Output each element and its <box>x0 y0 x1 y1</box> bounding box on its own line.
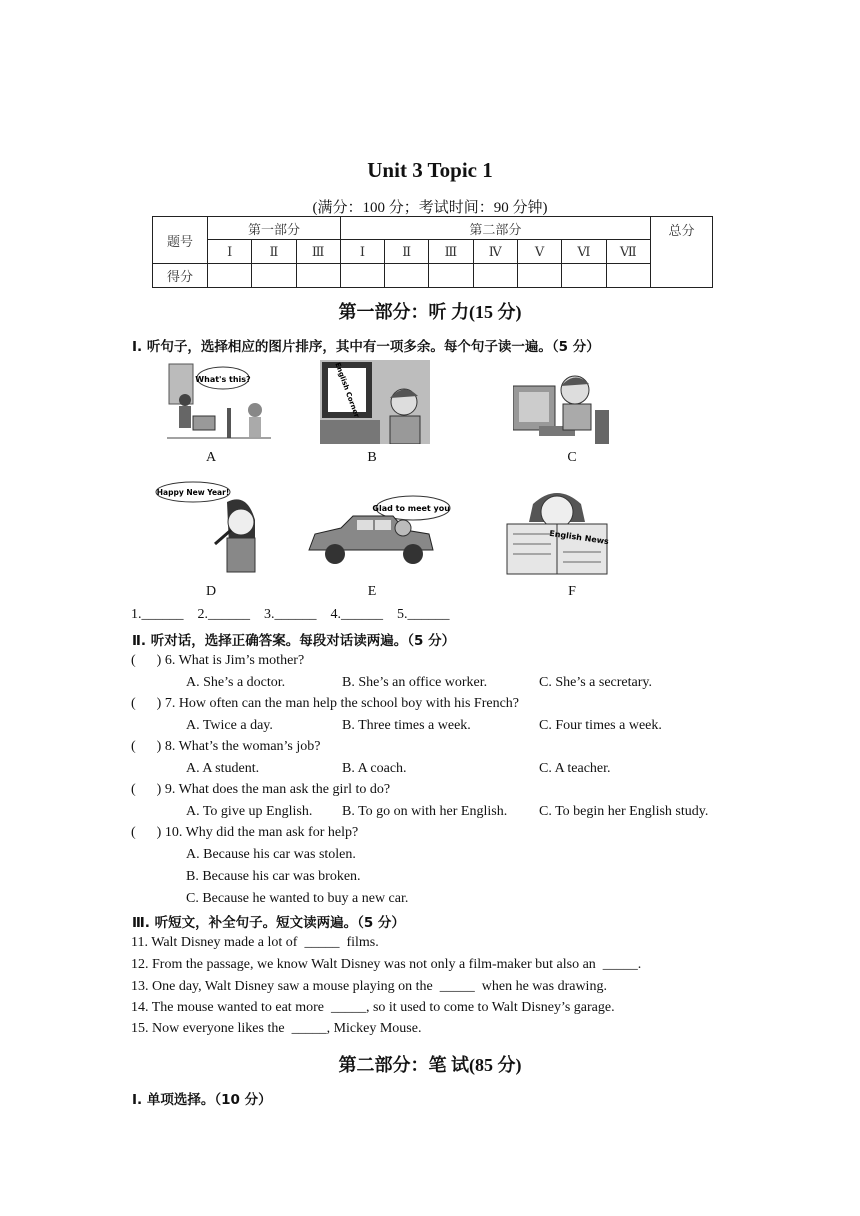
picture-label-e: E <box>367 584 377 599</box>
q6-option-c: C. She’s a secretary. <box>539 675 652 690</box>
bubble-text-a: What's this? <box>195 375 251 384</box>
q10-option-c: C. Because he wanted to buy a new car. <box>186 891 409 906</box>
picture-a <box>167 360 271 442</box>
score-cell[interactable] <box>208 264 252 288</box>
q9-option-b: B. To go on with her English. <box>342 804 508 819</box>
bubble-text-e: Glad to meet you! <box>372 504 451 513</box>
col-p1-2: Ⅱ <box>252 240 296 264</box>
sentence-11: 11. Walt Disney made a lot of _____ films. <box>131 935 379 950</box>
sentence-14: 14. The mouse wanted to eat more _____, so it used to come to Walt Disney’s garage. <box>131 1000 615 1015</box>
picture-f <box>505 482 609 576</box>
score-table <box>152 216 713 288</box>
part2-heading: 第二部分：笔 试(85 分) <box>338 1055 522 1075</box>
score-cell[interactable] <box>606 264 650 288</box>
score-row-label: 得分 <box>153 264 208 288</box>
col-p2-3: Ⅲ <box>429 240 473 264</box>
classroom-illustration <box>167 360 271 442</box>
col-p1-3: Ⅲ <box>296 240 340 264</box>
q7-option-b: B. Three times a week. <box>342 718 471 733</box>
header-part2: 第二部分 <box>340 217 650 240</box>
girl-microphone-illustration <box>155 480 265 574</box>
col-p2-5: Ⅴ <box>517 240 561 264</box>
exam-info: (满分：100 分；考试时间：90 分钟) <box>312 200 548 216</box>
col-p2-6: Ⅵ <box>562 240 606 264</box>
section2-heading: Ⅱ. 听对话，选择正确答案。每段对话读两遍。（5 分） <box>132 633 456 649</box>
section3-heading: Ⅲ. 听短文，补全句子。短文读两遍。（5 分） <box>132 915 405 931</box>
col-p1-1: Ⅰ <box>208 240 252 264</box>
bubble-text-d: Happy New Year! <box>156 488 230 497</box>
tv-screen-text: English Corner <box>333 361 361 419</box>
q8-option-c: C. A teacher. <box>539 761 611 776</box>
q8-option-a: A. A student. <box>186 761 260 776</box>
section4-heading: Ⅰ. 单项选择。（10 分） <box>132 1092 272 1108</box>
picture-d <box>155 480 265 574</box>
q8-option-b: B. A coach. <box>342 761 407 776</box>
picture-c <box>513 360 611 446</box>
section1-heading: Ⅰ. 听句子，选择相应的图片排序，其中有一项多余。每个句子读一遍。（5 分） <box>132 339 600 355</box>
score-cell[interactable] <box>340 264 384 288</box>
col-p2-7: Ⅶ <box>606 240 650 264</box>
picture-label-d: D <box>205 584 217 599</box>
score-cell[interactable] <box>385 264 429 288</box>
answer-blanks: 1.______ 2.______ 3.______ 4.______ 5.______ <box>131 607 450 622</box>
computer-boy-illustration <box>513 360 611 446</box>
tv-boy-illustration <box>320 360 430 444</box>
picture-label-f: F <box>568 584 576 599</box>
col-p2-2: Ⅱ <box>385 240 429 264</box>
picture-e <box>305 494 451 572</box>
q10-option-b: B. Because his car was broken. <box>186 869 361 884</box>
score-cell[interactable] <box>252 264 296 288</box>
col-p2-1: Ⅰ <box>340 240 384 264</box>
score-cell[interactable] <box>429 264 473 288</box>
picture-label-c: C <box>567 450 577 465</box>
picture-label-b: B <box>367 450 377 465</box>
q9-option-a: A. To give up English. <box>186 804 313 819</box>
q10-option-a: A. Because his car was stolen. <box>186 847 356 862</box>
q7-option-a: A. Twice a day. <box>186 718 273 733</box>
picture-label-a: A <box>205 450 217 465</box>
q6-option-a: A. She’s a doctor. <box>186 675 286 690</box>
sentence-12: 12. From the passage, we know Walt Disney was not only a film-maker but also an _____. <box>131 957 642 972</box>
col-p2-4: Ⅳ <box>473 240 517 264</box>
score-cell[interactable] <box>517 264 561 288</box>
picture-b <box>320 360 430 444</box>
header-part1: 第一部分 <box>208 217 341 240</box>
question-8: ( ) 8. What’s the woman’s job? <box>131 739 321 754</box>
score-cell[interactable] <box>562 264 606 288</box>
score-cell[interactable] <box>473 264 517 288</box>
header-total: 总分 <box>650 217 712 288</box>
car-boy-illustration <box>305 494 451 572</box>
q7-option-c: C. Four times a week. <box>539 718 662 733</box>
q6-option-b: B. She’s an office worker. <box>342 675 488 690</box>
question-6: ( ) 6. What is Jim’s mother? <box>131 653 305 668</box>
question-9: ( ) 9. What does the man ask the girl to do? <box>131 782 391 797</box>
header-question-no: 题号 <box>153 217 208 264</box>
score-cell[interactable] <box>296 264 340 288</box>
newspaper-headline: English News <box>548 528 609 547</box>
sentence-13: 13. One day, Walt Disney saw a mouse playing on the _____ when he was drawing. <box>131 979 607 994</box>
part1-heading: 第一部分：听 力(15 分) <box>338 302 522 322</box>
question-10: ( ) 10. Why did the man ask for help? <box>131 825 359 840</box>
page-title: Unit 3 Topic 1 <box>367 158 493 182</box>
girl-newspaper-illustration <box>505 482 609 576</box>
question-7: ( ) 7. How often can the man help the school boy with his French? <box>131 696 520 711</box>
q9-option-c: C. To begin her English study. <box>539 804 709 819</box>
sentence-15: 15. Now everyone likes the _____, Mickey Mouse. <box>131 1021 422 1036</box>
